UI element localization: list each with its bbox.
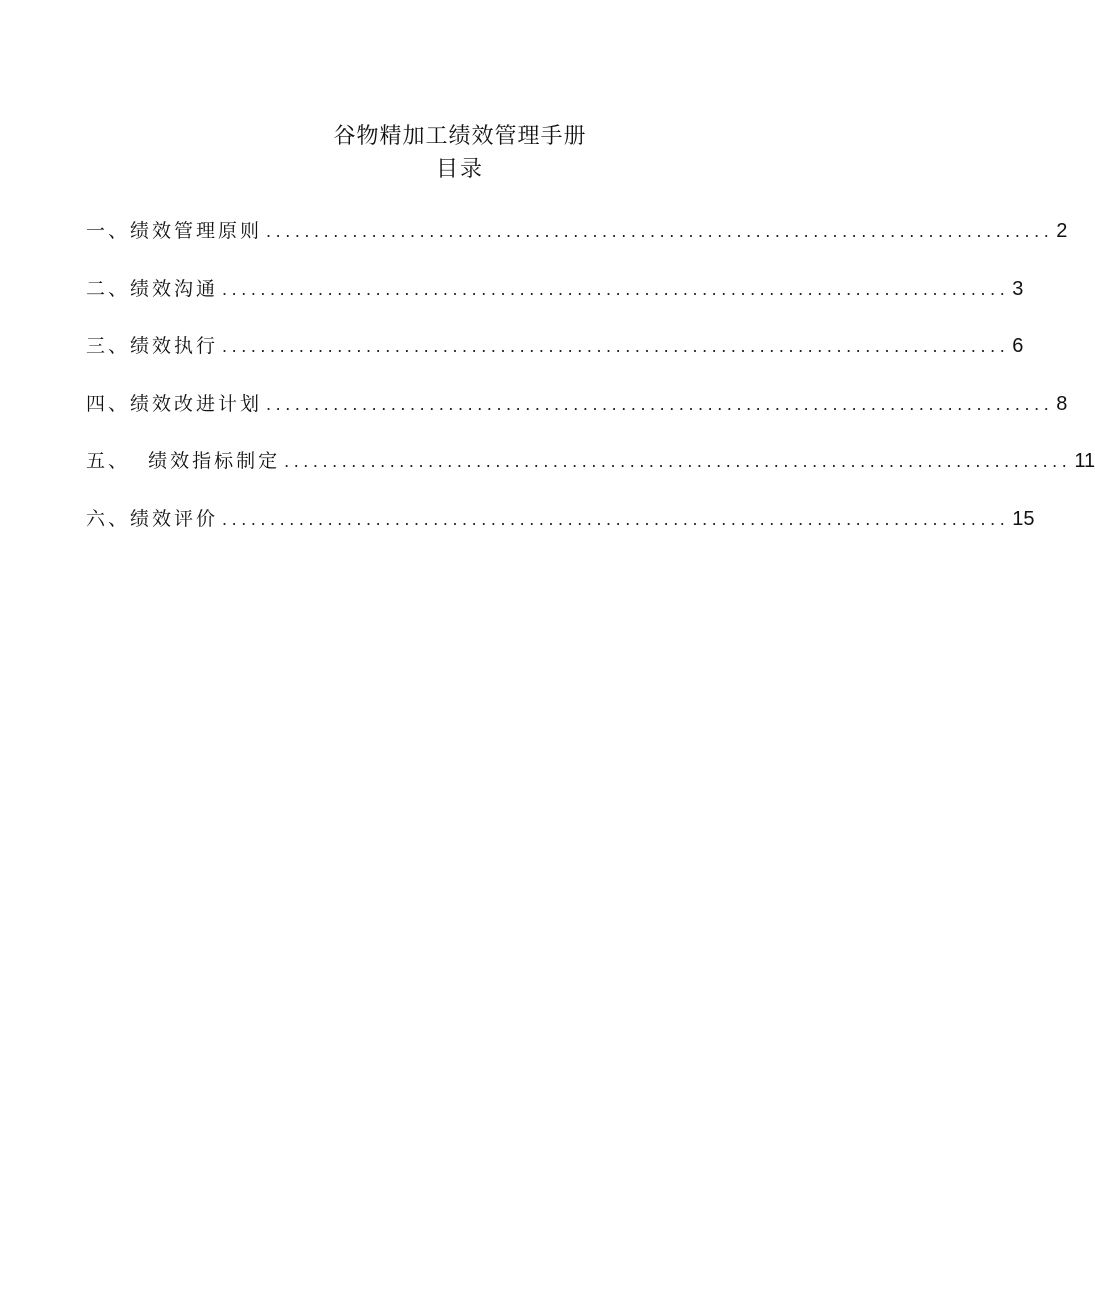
toc-leader-dots: .................................................................................. [222, 336, 1010, 356]
toc-entry-label: 五、 绩效指标制定 [86, 450, 281, 472]
toc-leader-dots: .................................................................................. [222, 278, 1010, 299]
toc-page-number: 15 [1012, 507, 1035, 530]
document-title: 谷物精加工绩效管理手册 [333, 124, 587, 149]
toc-leader-dots: .................................................................................. [266, 221, 1054, 241]
toc-leader-dots: .................................................................................. [222, 508, 1010, 529]
toc-entry-1[interactable] [86, 216, 1068, 274]
toc-entry-label: 一、绩效管理原则 [86, 220, 263, 242]
toc-page-number: 2 [1056, 220, 1068, 242]
toc-entry-label: 二、绩效沟通 [86, 277, 219, 300]
toc-page-number: 11 [1074, 450, 1095, 472]
toc-heading: 目录 [435, 157, 484, 182]
toc-entry-5[interactable] [86, 446, 1095, 504]
toc-entry-label: 三、绩效执行 [86, 335, 219, 357]
toc-page-number: 3 [1012, 277, 1024, 300]
toc-page-number: 6 [1012, 335, 1024, 357]
toc-entry-label: 六、绩效评价 [86, 507, 219, 530]
toc-entry-6[interactable] [86, 504, 1035, 562]
toc-entry-2[interactable] [86, 274, 1024, 332]
toc-page-number: 8 [1056, 392, 1068, 415]
toc-entry-3[interactable] [86, 331, 1024, 389]
toc-entry-label: 四、绩效改进计划 [86, 392, 263, 415]
toc-leader-dots: .................................................................................. [266, 393, 1054, 414]
table-of-contents [86, 216, 1095, 561]
toc-leader-dots: .................................................................................. [284, 451, 1072, 471]
toc-entry-4[interactable] [86, 389, 1068, 447]
